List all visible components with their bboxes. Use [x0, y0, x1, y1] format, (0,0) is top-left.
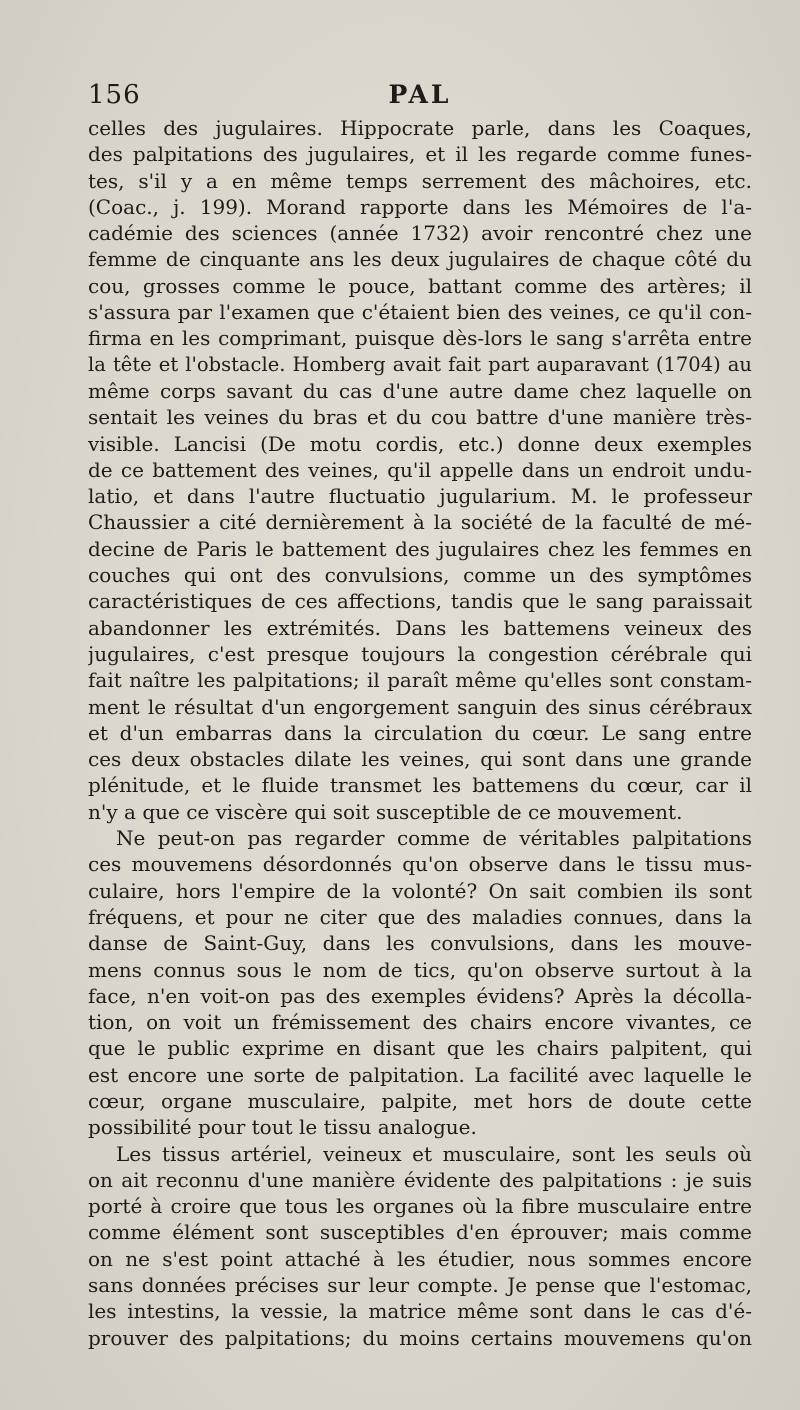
text-line: on ait reconnu d'une manière évidente des palpitations : je suis	[88, 1167, 752, 1192]
text-line: culaire, hors l'empire de la volonté? On sait combien ils sont	[88, 878, 752, 903]
text-line: firma en les comprimant, puisque dès-lors le sang s'arrêta entre	[88, 326, 752, 351]
page-header	[88, 80, 752, 112]
text-line: cou, grosses comme le pouce, battant comme des artères; il	[88, 273, 752, 298]
text-line: comme élément sont susceptibles d'en éprouver; mais comme	[88, 1220, 752, 1245]
paragraph-2	[88, 825, 752, 1141]
text-line: même corps savant du cas d'une autre dame chez laquelle on	[88, 378, 752, 403]
text-line: caractéristiques de ces affections, tandis que le sang paraissait	[88, 589, 752, 614]
text-line: ces mouvemens désordonnés qu'on observe dans le tissu mus-	[88, 852, 752, 877]
text-line: plénitude, et le fluide transmet les battemens du cœur, car il	[88, 773, 752, 798]
text-line: cœur, organe musculaire, palpite, met hors de doute cette	[88, 1088, 752, 1113]
text-line: fréquens, et pour ne citer que des maladies connues, dans la	[88, 904, 752, 929]
text-line: sans données précises sur leur compte. Je pense que l'estomac,	[88, 1273, 752, 1298]
text-line: ces deux obstacles dilate les veines, qui sont dans une grande	[88, 747, 752, 772]
text-line: decine de Paris le battement des jugulaires chez les femmes en	[88, 536, 752, 561]
text-line: fait naître les palpitations; il paraît même qu'elles sont constam-	[88, 668, 752, 693]
text-line: visible. Lancisi (De motu cordis, etc.) donne deux exemples	[88, 431, 752, 456]
text-line: couches qui ont des convulsions, comme un des symptômes	[88, 563, 752, 588]
text-line: porté à croire que tous les organes où la fibre musculaire entre	[88, 1194, 752, 1219]
text-line: (Coac., j. 199). Morand rapporte dans les Mémoires de l'a-	[88, 194, 752, 219]
text-line: Ne peut-on pas regarder comme de véritables palpitations	[116, 826, 752, 851]
text-line: mens connus sous le nom de tics, qu'on observe surtout à la	[88, 957, 752, 982]
text-line: s'assura par l'examen que c'étaient bien des veines, ce qu'il con-	[88, 300, 752, 325]
running-head: PAL	[388, 80, 452, 109]
text-line: celles des jugulaires. Hippocrate parle, dans les Coaques,	[88, 116, 752, 140]
text-line: les intestins, la vessie, la matrice même sont dans le cas d'é-	[88, 1299, 752, 1324]
text-line: de ce battement des veines, qu'il appelle dans un endroit undu-	[88, 457, 752, 482]
text-line: la tête et l'obstacle. Homberg avait fait part auparavant (1704) au	[88, 352, 752, 376]
text-line: n'y a que ce viscère qui soit susceptible de ce mouvement.	[88, 799, 683, 824]
text-line: et d'un embarras dans la circulation du cœur. Le sang entre	[88, 720, 752, 745]
text-line: femme de cinquante ans les deux jugulaires de chaque côté du	[88, 247, 752, 272]
text-line: abandonner les extrémités. Dans les battemens veineux des	[88, 615, 752, 640]
text-line: danse de Saint-Guy, dans les convulsions, dans les mouve-	[88, 931, 752, 956]
text-line: que le public exprime en disant que les chairs palpitent, qui	[88, 1036, 752, 1061]
text-line: est encore une sorte de palpitation. La facilité avec laquelle le	[88, 1062, 752, 1087]
text-line: possibilité pour tout le tissu analogue.	[88, 1115, 477, 1140]
text-line: prouver des palpitations; du moins certains mouvemens qu'on	[88, 1325, 752, 1350]
text-line: Les tissus artériel, veineux et musculaire, sont les seuls où	[116, 1141, 752, 1166]
text-line: tes, s'il y a en même temps serrement des mâchoires, etc.	[88, 168, 752, 193]
paragraph-3	[88, 1141, 752, 1351]
text-line: latio, et dans l'autre fluctuatio jugularium. M. le professeur	[88, 484, 752, 509]
text-line: ment le résultat d'un engorgement sanguin des sinus cérébraux	[88, 694, 752, 719]
page-number: 156	[88, 80, 141, 110]
text-line: jugulaires, c'est presque toujours la congestion cérébrale qui	[88, 641, 752, 666]
body-text	[88, 115, 752, 1351]
paragraph-1	[88, 115, 752, 825]
text-line: des palpitations des jugulaires, et il les regarde comme funes-	[88, 142, 752, 167]
text-line: Chaussier a cité dernièrement à la société de la faculté de mé-	[88, 510, 752, 535]
text-line: sentait les veines du bras et du cou battre d'une manière très-	[88, 405, 752, 430]
text-line: tion, on voit un frémissement des chairs encore vivantes, ce	[88, 1010, 752, 1035]
text-line: face, n'en voit-on pas des exemples évidens? Après la décolla-	[88, 983, 752, 1008]
text-line: cadémie des sciences (année 1732) avoir rencontré chez une	[88, 221, 752, 246]
text-line: on ne s'est point attaché à les étudier, nous sommes encore	[88, 1246, 752, 1271]
